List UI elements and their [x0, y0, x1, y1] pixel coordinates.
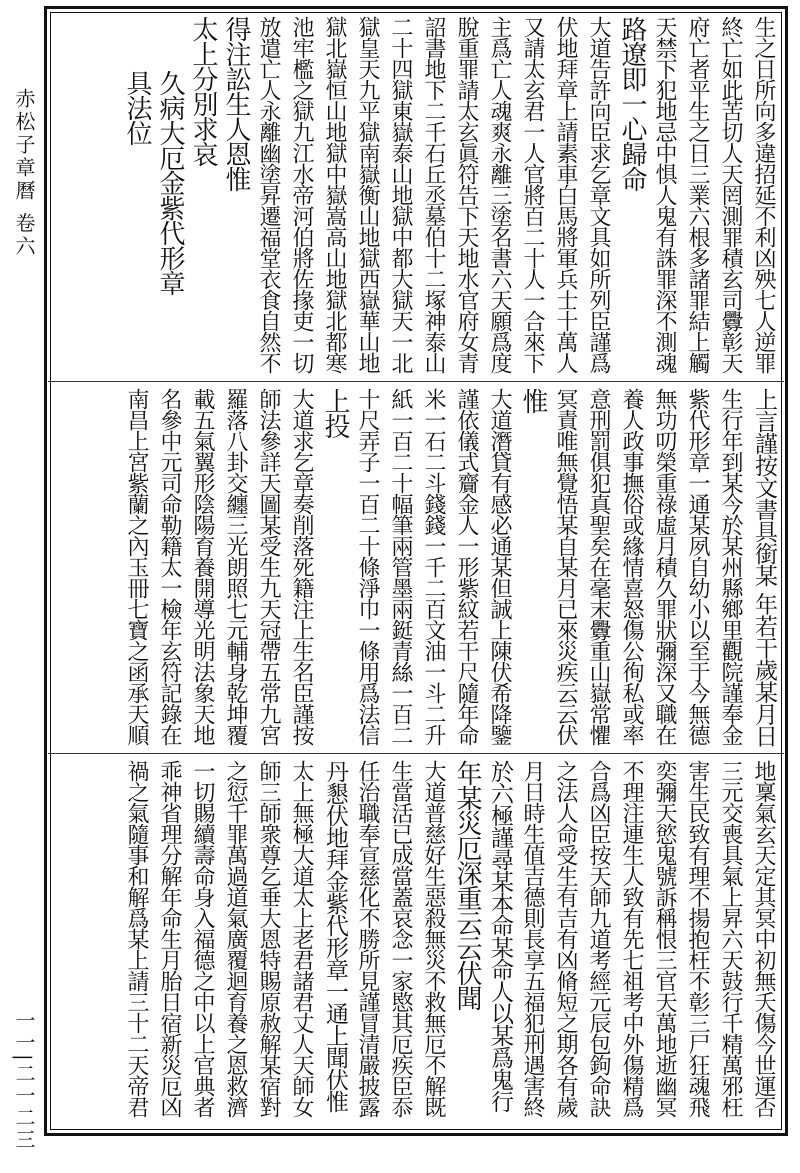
- text-column: 丹懇伏地拜金紫代形章一通上聞伏惟: [322, 760, 348, 1112]
- text-column: 得注訟生人恩惟: [221, 16, 251, 191]
- text-column: 天禁下犯地忌中惧人鬼有誅罪深不測魂: [652, 16, 677, 373]
- text-column: 太上分別求哀: [188, 16, 218, 166]
- text-column: 師三師衆尊乞垂大恩特賜原赦解某宿對: [256, 760, 281, 1117]
- text-column: 又請太玄君一人官將百二十人一合來下: [520, 16, 545, 373]
- text-column: 害生民致有理不揚抱枉不彰三尸狂魂飛: [685, 760, 710, 1117]
- text-column: 獄皇天九平獄南嶽衡山地獄西嶽華山地: [355, 16, 380, 373]
- text-column: 無功叨榮重祿虛月積久罪狀彌深又職在: [652, 388, 677, 745]
- text-column: 上言謹按文書具銜某 年若干歲某月日: [751, 388, 777, 747]
- column-group: [48, 754, 784, 1126]
- text-column: 大道告許向臣求乞章文具如所列臣謹爲: [586, 16, 611, 373]
- text-column: 米一石二斗錢錢一千二百文油一斗二升: [421, 388, 446, 745]
- text-column: 上投: [320, 388, 350, 438]
- text-column: 久病大厄金紫代形章: [155, 70, 185, 295]
- text-column: 地稟氣玄天定其冥中初無夭傷今世運否: [751, 760, 776, 1117]
- text-column: 大道潛貸有感必通某但誠上陳伏希降鑒: [487, 388, 512, 745]
- text-column: 禍之氣隨事和解爲某上請三十二天帝君: [124, 760, 149, 1117]
- text-column: 月日時生值吉德則長享五福犯刑遇害終: [520, 760, 545, 1117]
- register-top: [48, 10, 784, 382]
- text-column: 一切賜續壽命身入福德之中以上官典者: [190, 760, 215, 1117]
- text-column: 獄北嶽恒山地獄中嶽嵩高山地獄北都寒: [322, 16, 347, 373]
- text-column: 生當活已成當蓋哀念一家愍其厄疾臣忝: [388, 760, 413, 1117]
- text-column: 詔書地下二千石丘丞墓伯十二塚神泰山: [421, 16, 446, 373]
- text-column: 惟: [518, 388, 548, 413]
- text-column: 南昌上宮紫蘭之內玉冊七寶之函承天順: [124, 388, 149, 745]
- text-column: 師法參詳天圖某受生九天冠帶五常九宮: [256, 388, 281, 745]
- text-column: 路遼即一心歸命: [617, 16, 647, 191]
- text-column: 大道普慈好生惡殺無災不救無厄不解既: [421, 760, 446, 1117]
- text-column: 放遣亡人永離幽塗昇遷福堂衣食自然不: [256, 16, 281, 373]
- text-column: 合爲凶臣按天師九道考經元辰包鉤命訣: [586, 760, 611, 1117]
- text-column: 生之日所向多違招延不利凶殃七人逆罪: [751, 16, 776, 373]
- text-column: 紫代形章一通某夙自幼小以至于今無德: [685, 388, 710, 745]
- text-column: 大道求乞章奏削落死籍注上生名臣謹按: [289, 388, 314, 745]
- column-group: [48, 10, 784, 381]
- text-column: 生行年到某今於某州縣鄉里觀院謹奉金: [718, 388, 743, 745]
- text-column: 具法位: [122, 70, 152, 145]
- text-column: 任治職奉宣慈化不勝所見謹冒清嚴披露: [355, 760, 380, 1117]
- text-column: 太上無極大道太上老君諸君丈人天師女: [289, 760, 314, 1117]
- text-column: 三元交喪具氣上昇六天鼓行千精萬邪枉: [718, 760, 743, 1117]
- text-column: 終亡如此苦切人天罔測罪積玄司釁彰天: [718, 16, 743, 373]
- margin-page-number: 一一|二一二三: [12, 1010, 36, 1151]
- text-column: 養人政事撫俗或緣情喜怒傷公徇私或率: [619, 388, 644, 745]
- margin-book-title: 赤松子章曆 卷六: [12, 88, 36, 259]
- column-group: [48, 382, 784, 753]
- register-middle: [48, 382, 784, 754]
- text-column: 之法人命受生有吉有凶脩短之期各有歲: [553, 760, 578, 1117]
- text-column: 謹依儀式齎金人一形紫紋若干尺隨年命: [454, 388, 479, 745]
- text-column: 池牢檻之獄九江水帝河伯將佐掾吏一切: [289, 16, 314, 373]
- text-column: 載五氣翼形陰陽育養開導光明法象天地: [190, 388, 215, 745]
- text-column: 十尺弄子一百二十條淨巾一條用爲法信: [355, 388, 380, 745]
- text-column: 冥責唯無覺悟某自某月已來災疾云云伏: [553, 388, 578, 745]
- text-column: 於六極謹尋某本命某命人以某爲鬼行: [487, 760, 513, 1112]
- text-column: 伏地拜章上請素車白馬將軍兵士十萬人: [553, 16, 578, 373]
- text-column: 之愆千罪萬過道氣廣覆迴育養之恩救濟: [223, 760, 248, 1117]
- text-column: 名參中元司命勒籍太一檢年玄符記錄在: [157, 388, 182, 745]
- text-column: 意刑罰俱犯真聖矣在毫末釁重山嶽常懼: [586, 388, 611, 745]
- text-column: 羅落八卦交纏三光朗照七元輔身乾坤覆: [223, 388, 248, 745]
- text-column: 主爲亡人魂爽永離三塗名書六天願爲度: [487, 16, 512, 373]
- text-column: 二十四獄東嶽泰山地獄中都大獄天一北: [388, 16, 413, 373]
- text-column: 年某災厄深重云云伏聞: [452, 760, 482, 1010]
- register-bottom: [48, 754, 784, 1126]
- text-column: 府亡者平生之日三業六根多諸罪結上觸: [685, 16, 710, 373]
- text-column: 奕彌天慾鬼號訴稱恨三官天萬地逝幽冥: [652, 760, 677, 1117]
- text-column: 脫重罪請太玄眞符告下天地水官府女青: [454, 16, 479, 373]
- text-column: 紙一百二十幅筆兩管墨兩鋌青絲一百二: [388, 388, 413, 745]
- text-column: 不理注連生人致有先七祖考中外傷精爲: [619, 760, 644, 1117]
- text-column: 乖神省理分解年命生月胎日宿新災厄凶: [157, 760, 182, 1117]
